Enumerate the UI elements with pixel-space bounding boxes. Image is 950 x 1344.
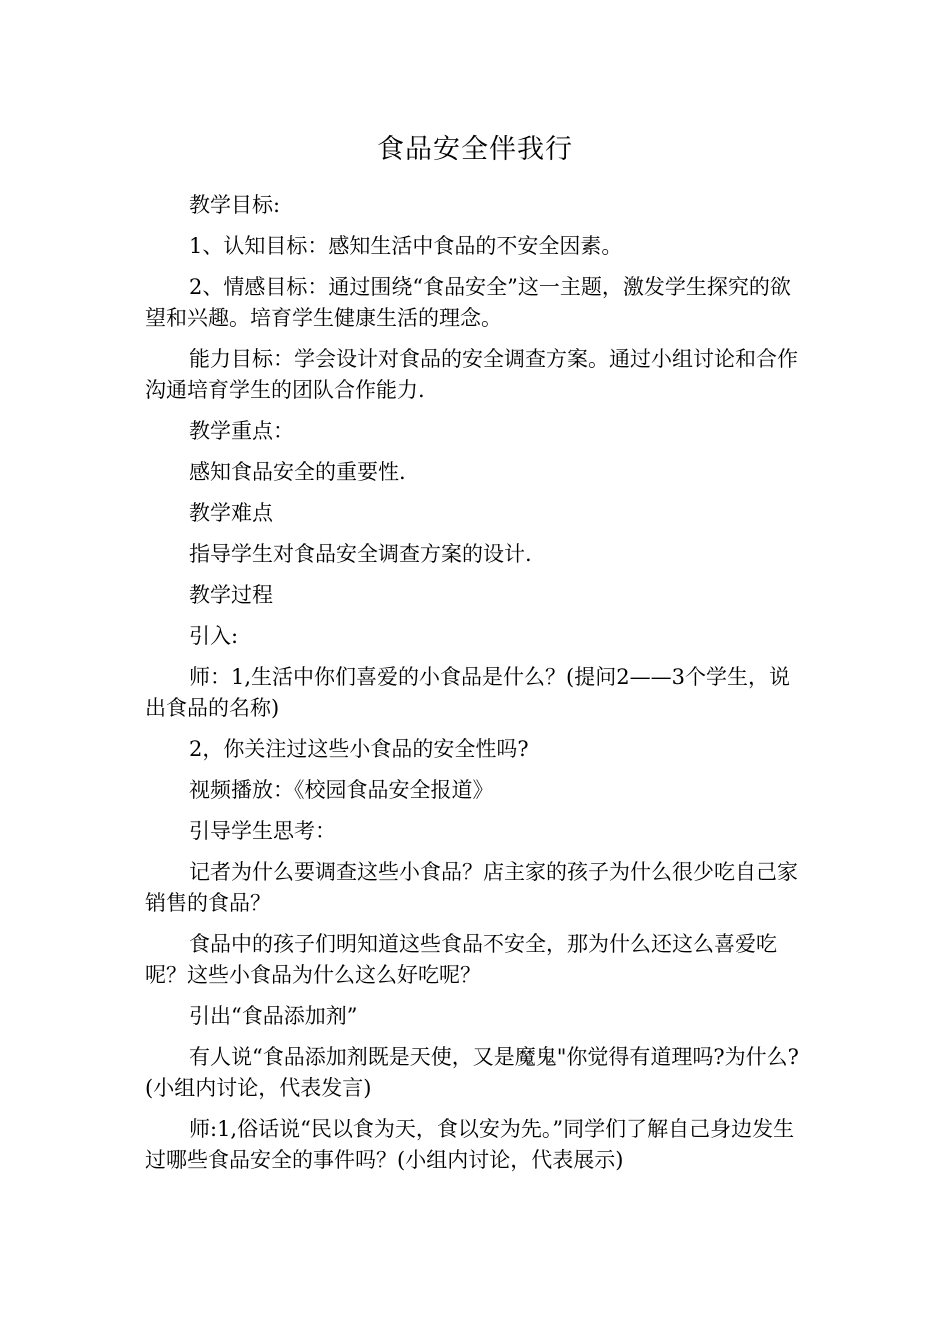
paragraph-additive-discussion: 有人说“食品添加剂既是天使，又是魔鬼"你觉得有道理吗?为什么?(小组内讨论，代表发言) xyxy=(145,1045,799,1100)
paragraph-reporter-question: 记者为什么要调查这些小食品？店主家的孩子为什么很少吃自己家销售的食品？ xyxy=(145,860,798,915)
paragraph-guide-thinking: 引导学生思考： xyxy=(189,819,336,843)
paragraph-emotional-goal: 2、情感目标：通过围绕“食品安全”这一主题，激发学生探究的欲望和兴趣。培育学生健康生活的理念。 xyxy=(145,275,791,330)
paragraph-teacher-question-2: 2，你关注过这些小食品的安全性吗? xyxy=(189,737,529,761)
document-body xyxy=(145,190,810,1186)
paragraph-focus-content: 感知食品安全的重要性. xyxy=(189,460,406,484)
paragraph-additive-intro: 引出“食品添加剂” xyxy=(189,1004,358,1028)
paragraph-teaching-focus: 教学重点： xyxy=(189,419,294,443)
paragraph-difficulty-content: 指导学生对食品安全调查方案的设计. xyxy=(189,542,532,566)
paragraph-teaching-difficulty: 教学难点 xyxy=(189,501,273,525)
paragraph-ability-goal: 能力目标：学会设计对食品的安全调查方案。通过小组讨论和合作沟通培育学生的团队合作能力. xyxy=(145,347,798,402)
paragraph-cognitive-goal: 1、认知目标：感知生活中食品的不安全因素。 xyxy=(189,234,623,258)
paragraph-teaching-process: 教学过程 xyxy=(189,583,273,607)
paragraph-teaching-goals: 教学目标: xyxy=(189,193,281,217)
page-title: 食品安全伴我行 xyxy=(377,134,573,165)
paragraph-safety-events: 师:1,俗话说“民以食为天，食以安为先。”同学们了解自己身边发生过哪些食品安全的事件吗？(小组内讨论，代表展示) xyxy=(145,1117,795,1172)
paragraph-teacher-question-1: 师：1,生活中你们喜爱的小食品是什么？(提问2——3个学生，说出食品的名称) xyxy=(145,665,790,720)
paragraph-children-question: 食品中的孩子们明知道这些食品不安全，那为什么还这么喜爱吃呢？这些小食品为什么这么好吃呢？ xyxy=(145,932,777,987)
paragraph-video: 视频播放：《校园食品安全报道》 xyxy=(189,778,494,802)
paragraph-introduction: 引入: xyxy=(189,624,239,648)
